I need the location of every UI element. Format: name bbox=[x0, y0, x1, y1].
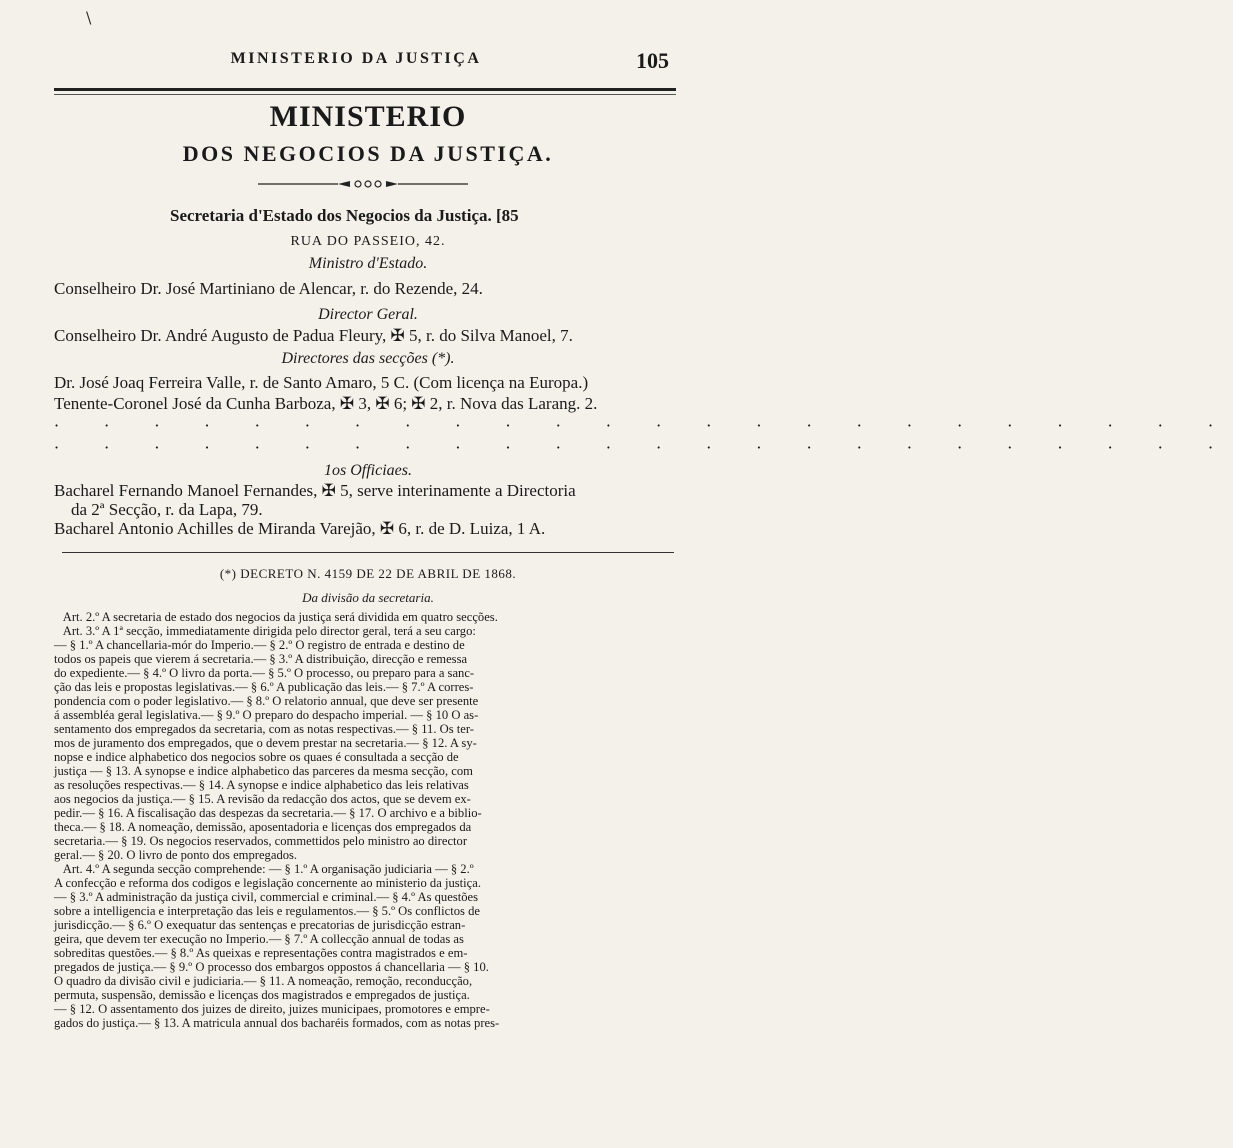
footnote-line: secretaria.— § 19. Os negocios reservados, commettidos pelo ministro ao director bbox=[54, 834, 468, 849]
footnote-heading: (*) DECRETO N. 4159 DE 22 DE ABRIL DE 1868. bbox=[219, 566, 517, 581]
footnote-line: sobreditas questões.— § 8.º As queixas e representações contra magistrados e em- bbox=[54, 946, 468, 961]
footnote-line: — § 3.º A administração da justiça civil, commercial e criminal.— § 4.º As questões bbox=[54, 890, 479, 905]
footnote-line: A confecção e reforma dos codigos e legislação concernente ao ministerio da justiça. bbox=[54, 876, 481, 891]
footnote-line: Art. 2.º A secretaria de estado dos negocios da justiça será dividida em quatro secções. bbox=[54, 610, 498, 624]
footnote-line: as resoluções respectivas.— § 14. A synopse e indice alphabetico das leis relativas bbox=[54, 778, 469, 793]
footnote-line: pedir.— § 16. A fiscalisação das despezas da secretaria.— § 17. O archivo e a biblio- bbox=[54, 806, 482, 821]
footnote-rule bbox=[62, 552, 674, 553]
footnote-line: — § 1.º A chancellaria-mór do Imperio.— § 2.º O registro de entrada e destino de bbox=[54, 638, 465, 653]
label-directores: Directores das secções (*). bbox=[281, 350, 455, 367]
footnote-line: geral.— § 20. O livro de ponto dos empregados. bbox=[54, 848, 298, 863]
footnote-line: Art. 4.º A segunda secção comprehende: — § 1.º A organisação judiciaria — § 2.º bbox=[54, 862, 474, 877]
title-ministerio: MINISTERIO bbox=[269, 100, 467, 133]
director-geral-entry: Conselheiro Dr. André Augusto de Padua Fleury, ✠ 5, r. do Silva Manoel, 7. bbox=[54, 326, 573, 345]
page-number: 105 bbox=[636, 48, 669, 73]
footnote-line: justiça — § 13. A synopse e indice alphabetico das parceres da mesma secção, com bbox=[54, 764, 473, 779]
footnote-line: mos de juramento dos empregados, que o devem prestar na secretaria.— § 12. A sy- bbox=[54, 736, 477, 751]
official-entry-1-cont: da 2ª Secção, r. da Lapa, 79. bbox=[54, 500, 263, 519]
official-entry-2: Bacharel Antonio Achilles de Miranda Varejão, ✠ 6, r. de D. Luiza, 1 A. bbox=[54, 519, 546, 538]
footnote-line: aos negocios da justiça.— § 15. A revisão da redacção dos actos, que se devem ex- bbox=[54, 792, 471, 807]
footnote-line: pregados de justiça.— § 9.º O processo dos embargos oppostos á chancellaria — § 10. bbox=[54, 960, 489, 975]
footnote-line: ção das leis e propostas legislativas.— § 6.º A publicação das leis.— § 7.º A corres- bbox=[54, 680, 474, 695]
footnote-line: sentamento dos empregados da secretaria, com as notas respectivas.— § 11. Os ter- bbox=[54, 722, 474, 737]
footnote-line: pondencia com o poder legislativo.— § 8.º O relatorio annual, que deve ser presente bbox=[54, 694, 479, 709]
footnote-line: theca.— § 18. A nomeação, demissão, aposentadoria e licenças dos empregados da bbox=[54, 820, 472, 835]
title-negocios: DOS NEGOCIOS DA JUSTIÇA. bbox=[182, 141, 554, 166]
ellipsis-dots-1: · · · · · · · · · · · · · · · · · · · · · · · · bbox=[54, 416, 1233, 435]
secretaria-heading: Secretaria d'Estado dos Negocios da Justiça. [85 bbox=[170, 206, 519, 225]
footnote-body bbox=[54, 610, 680, 1030]
footnote-line: sobre a intelligencia e interpretação das leis e regulamentos.— § 5.º Os conflictos de bbox=[54, 904, 480, 919]
footnote-line: Art. 3.º A 1ª secção, immediatamente dirigida pelo director geral, terá a seu cargo: bbox=[54, 624, 476, 639]
footnote-line: O quadro da divisão civil e judiciaria.— § 11. A nomeação, remoção, reconducção, bbox=[54, 974, 473, 989]
ministro-entry: Conselheiro Dr. José Martiniano de Alencar, r. do Rezende, 24. bbox=[54, 279, 483, 298]
footnote-line: gados do justiça.— § 13. A matricula annual dos bacharéis formados, com as notas pres- bbox=[54, 1016, 500, 1031]
running-head: MINISTERIO DA JUSTIÇA bbox=[230, 50, 482, 67]
director-entry-1: Dr. José Joaq Ferreira Valle, r. de Santo Amaro, 5 C. (Com licença na Europa.) bbox=[54, 373, 589, 392]
footnote-line: nopse e indice alphabetico dos negocios sobre os quaes é consultada a secção de bbox=[54, 750, 459, 765]
footnote-line: jurisdicção.— § 6.º O exequatur das sentenças e precatorias de jurisdicção estran- bbox=[54, 918, 466, 933]
footnote-subtitle: Da divisão da secretaria. bbox=[302, 590, 434, 605]
footnote-line: todos os papeis que vierem á secretaria.— § 3.º A distribuição, direcção e remessa bbox=[54, 652, 468, 667]
label-officiaes: 1os Officiaes. bbox=[324, 462, 412, 479]
footnote-line: geira, que devem ter execução no Imperio.— § 7.º A collecção annual de todas as bbox=[54, 932, 464, 947]
footnote-line: á assembléa geral legislativa.— § 9.º O preparo do despacho imperial. — § 10 O as- bbox=[54, 708, 479, 723]
official-entry-1: Bacharel Fernando Manoel Fernandes, ✠ 5, serve interinamente a Directoria bbox=[54, 481, 576, 500]
footnote-line: do expediente.— § 4.º O livro da porta.— § 5.º O processo, ou preparo para a sanc- bbox=[54, 666, 475, 681]
margin-mark: \ bbox=[86, 8, 92, 27]
footnote-line: — § 12. O assentamento dos juizes de direito, juizes municipaes, promotores e empre- bbox=[54, 1002, 490, 1017]
ornament-divider bbox=[258, 178, 468, 190]
footnote-line: permuta, suspensão, demissão e licenças dos magistrados e empregados de justiça. bbox=[54, 988, 470, 1003]
label-ministro: Ministro d'Estado. bbox=[308, 255, 428, 272]
header-rule-thin bbox=[54, 94, 676, 95]
label-director-geral: Director Geral. bbox=[318, 306, 418, 323]
director-entry-2: Tenente-Coronel José da Cunha Barboza, ✠ 3, ✠ 6; ✠ 2, r. Nova das Larang. 2. bbox=[54, 394, 598, 413]
ellipsis-dots-2: · · · · · · · · · · · · · · · · · · · · · · · · bbox=[54, 438, 1233, 457]
address-line: RUA DO PASSEIO, 42. bbox=[290, 234, 446, 249]
header-rule bbox=[54, 88, 676, 91]
